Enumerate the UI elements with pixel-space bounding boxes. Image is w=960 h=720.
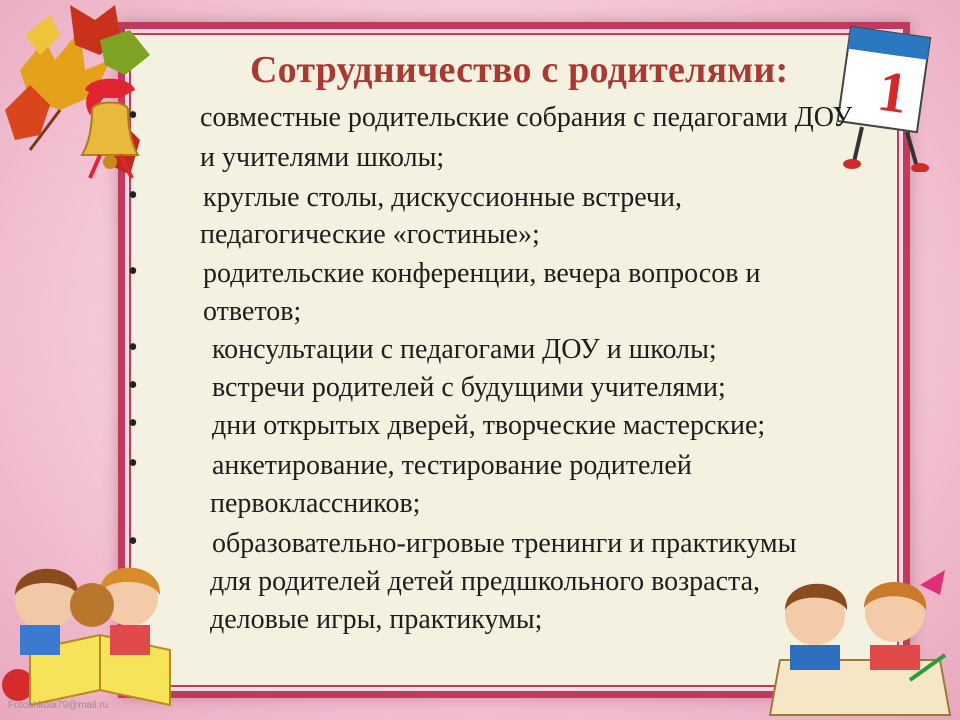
bullet-marker: • bbox=[128, 526, 138, 557]
list-item-text: педагогические «гостиные»; bbox=[200, 219, 540, 250]
list-item-text: ответов; bbox=[203, 296, 302, 327]
list-item-text: совместные родительские собрания с педагогами ДОУ bbox=[200, 102, 853, 133]
bullet-marker: • bbox=[128, 180, 138, 211]
list-item-text: дни открытых дверей, творческие мастерские; bbox=[212, 410, 766, 441]
list-item-text: родительские конференции, вечера вопросов и bbox=[203, 258, 761, 289]
list-item-text: деловые игры, практикумы; bbox=[210, 604, 543, 635]
list-item-text: и учителями школы; bbox=[200, 142, 445, 173]
calendar-number: 1 bbox=[873, 57, 912, 127]
slide-title: Сотрудничество с родителями: bbox=[250, 49, 789, 91]
bullet-marker: • bbox=[128, 370, 138, 401]
bullet-marker: • bbox=[128, 408, 138, 439]
list-item-text: встречи родителей с будущими учителями; bbox=[212, 372, 726, 403]
bullet-marker: • bbox=[128, 448, 138, 479]
watermark: Fotoshkola79@mail.ru bbox=[8, 700, 109, 711]
list-item-text: первоклассников; bbox=[210, 488, 421, 519]
bullet-marker: • bbox=[128, 332, 138, 363]
list-item-text: анкетирование, тестирование родителей bbox=[212, 450, 692, 481]
bullet-marker: • bbox=[128, 256, 138, 287]
bullet-marker: • bbox=[128, 100, 138, 131]
list-item-text: круглые столы, дискуссионные встречи, bbox=[203, 182, 682, 213]
list-item-text: для родителей детей предшкольного возраста, bbox=[210, 566, 761, 597]
list-item-text: образовательно-игровые тренинги и практикумы bbox=[212, 528, 797, 559]
list-item-text: консультации с педагогами ДОУ и школы; bbox=[212, 334, 717, 365]
